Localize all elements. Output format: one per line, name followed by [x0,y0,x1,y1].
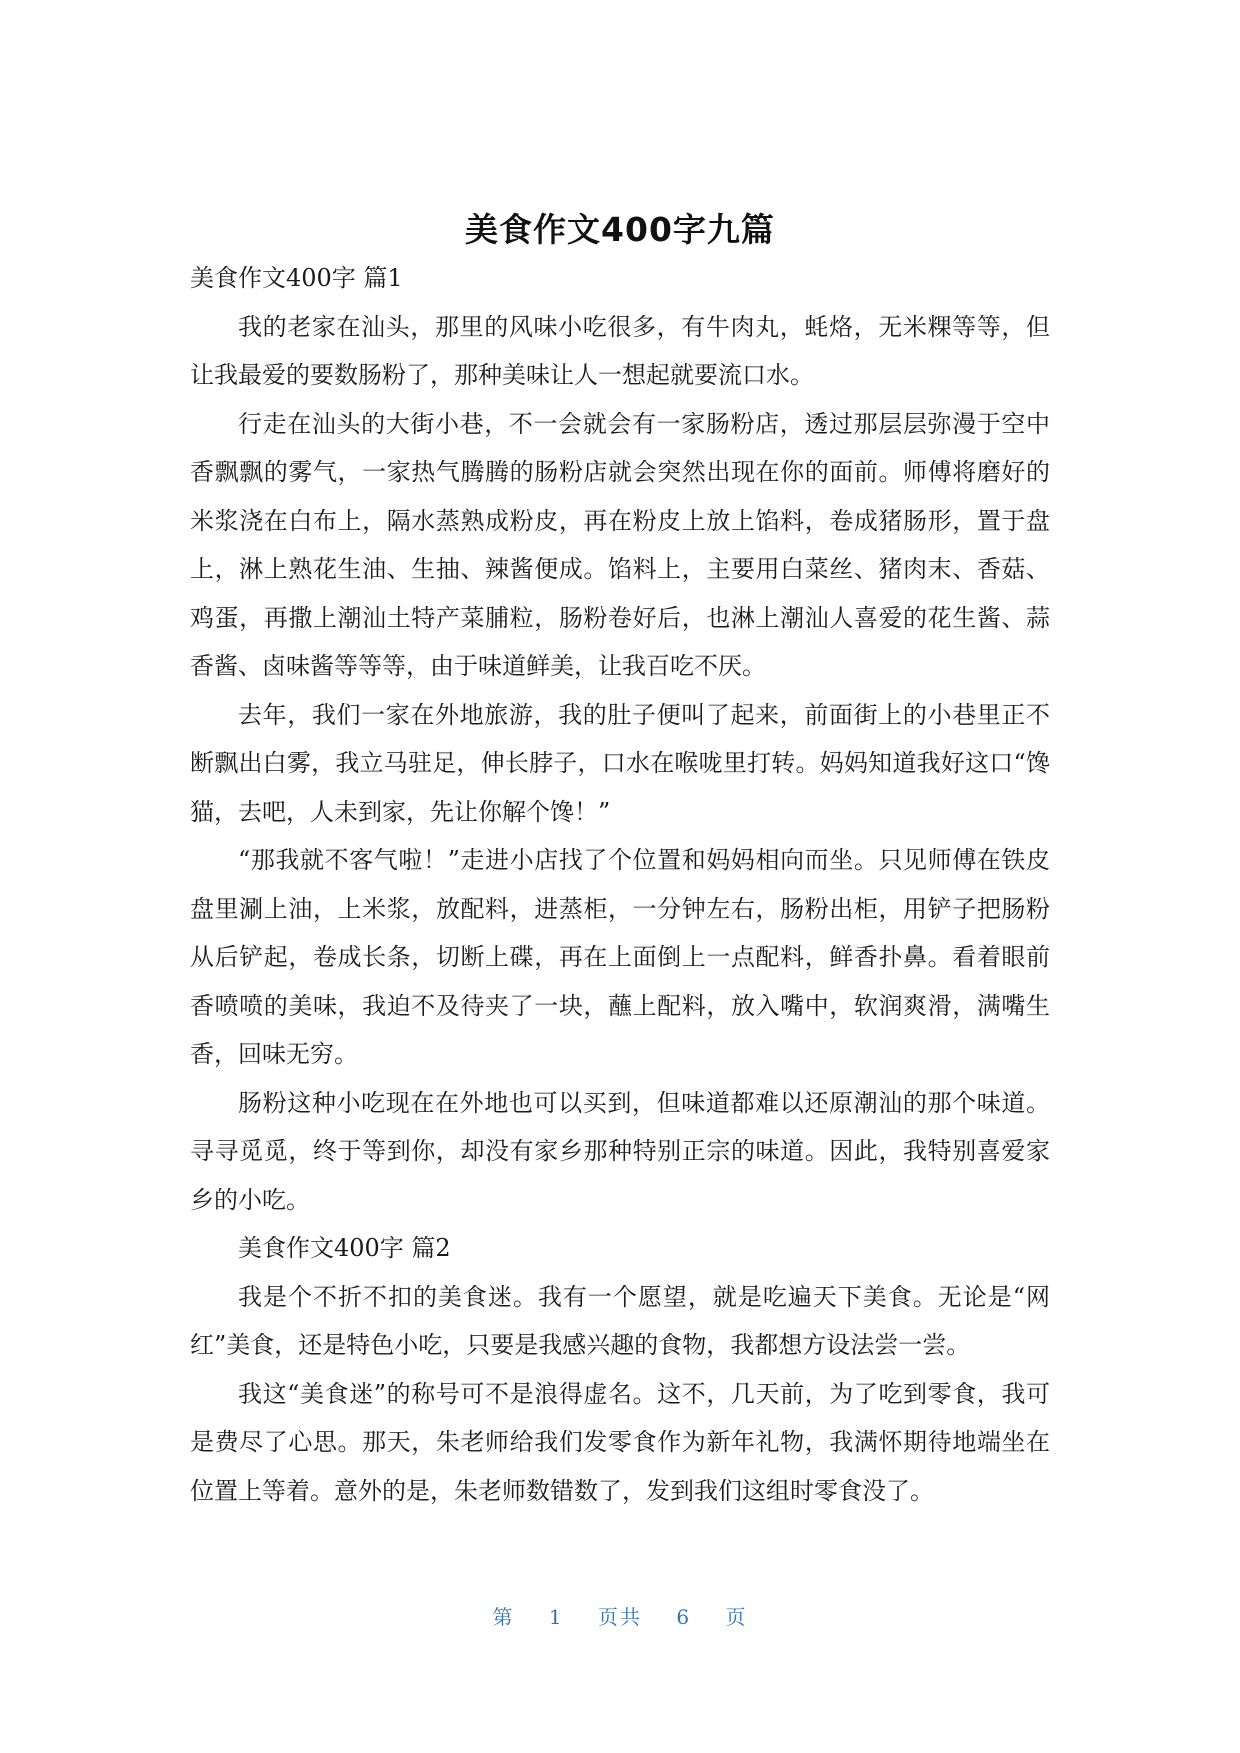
paragraph: “那我就不客气啦！”走进小店找了个位置和妈妈相向而坐。只见师傅在铁皮盘里涮上油，上米浆，放配料，进蒸柜，一分钟左右，肠粉出柜，用铲子把肠粉从后铲起，卷成长条，切断上碟，再在上面倒上一点配料，鲜香扑鼻。看着眼前香喷喷的美味，我迫不及待夹了一块，蘸上配料，放入嘴中，软润爽滑，满嘴生香，回味无穷。 [190,846,1050,1068]
footer-total-pages: 6 [676,1605,692,1629]
paragraph: 去年，我们一家在外地旅游，我的肚子便叫了起来，前面街上的小巷里正不断飘出白雾，我立马驻足，伸长脖子，口水在喉咙里打转。妈妈知道我好这口“馋猫，去吧，人未到家，先让你解个馋！” [190,700,1050,826]
paragraph: 我的老家在汕头，那里的风味小吃很多，有牛肉丸，蚝烙，无米粿等等，但让我最爱的要数肠粉了，那种美味让人一想起就要流口水。 [190,312,1050,389]
footer-current-page: 1 [548,1605,564,1629]
page-footer [0,1602,1240,1632]
paragraph: 我这“美食迷”的称号可不是浪得虚名。这不，几天前，为了吃到零食，我可是费尽了心思。那天，朱老师给我们发零食作为新年礼物，我满怀期待地端坐在位置上等着。意外的是，朱老师数错数了，发到我们这组时零食没了。 [190,1379,1050,1505]
footer-suffix: 页 [725,1605,748,1629]
section-heading: 美食作文400字 篇1 [190,264,403,292]
document-body [190,254,1050,1515]
paragraph: 行走在汕头的大街小巷，不一会就会有一家肠粉店，透过那层层弥漫于空中香飘飘的雾气，一家热气腾腾的肠粉店就会突然出现在你的面前。师傅将磨好的米浆浇在白布上，隔水蒸熟成粉皮，再在粉皮上放上馅料，卷成猪肠形，置于盘上，淋上熟花生油、生抽、辣酱便成。馅料上，主要用白菜丝、猪肉末、香菇、鸡蛋，再撒上潮汕土特产菜脯粒，肠粉卷好后，也淋上潮汕人喜爱的花生酱、蒜香酱、卤味酱等等等，由于味道鲜美，让我百吃不厌。 [190,409,1050,680]
paragraph: 我是个不折不扣的美食迷。我有一个愿望，就是吃遍天下美食。无论是“网红”美食，还是特色小吃，只要是我感兴趣的食物，我都想方设法尝一尝。 [190,1282,1050,1359]
footer-prefix: 第 [492,1605,515,1629]
section-heading: 美食作文400字 篇2 [238,1234,451,1262]
document-title: 美食作文400字九篇 [465,210,775,250]
footer-middle: 页共 [598,1605,642,1629]
paragraph: 肠粉这种小吃现在在外地也可以买到，但味道都难以还原潮汕的那个味道。寻寻觅觅，终于等到你，却没有家乡那种特别正宗的味道。因此，我特别喜爱家乡的小吃。 [190,1088,1050,1214]
